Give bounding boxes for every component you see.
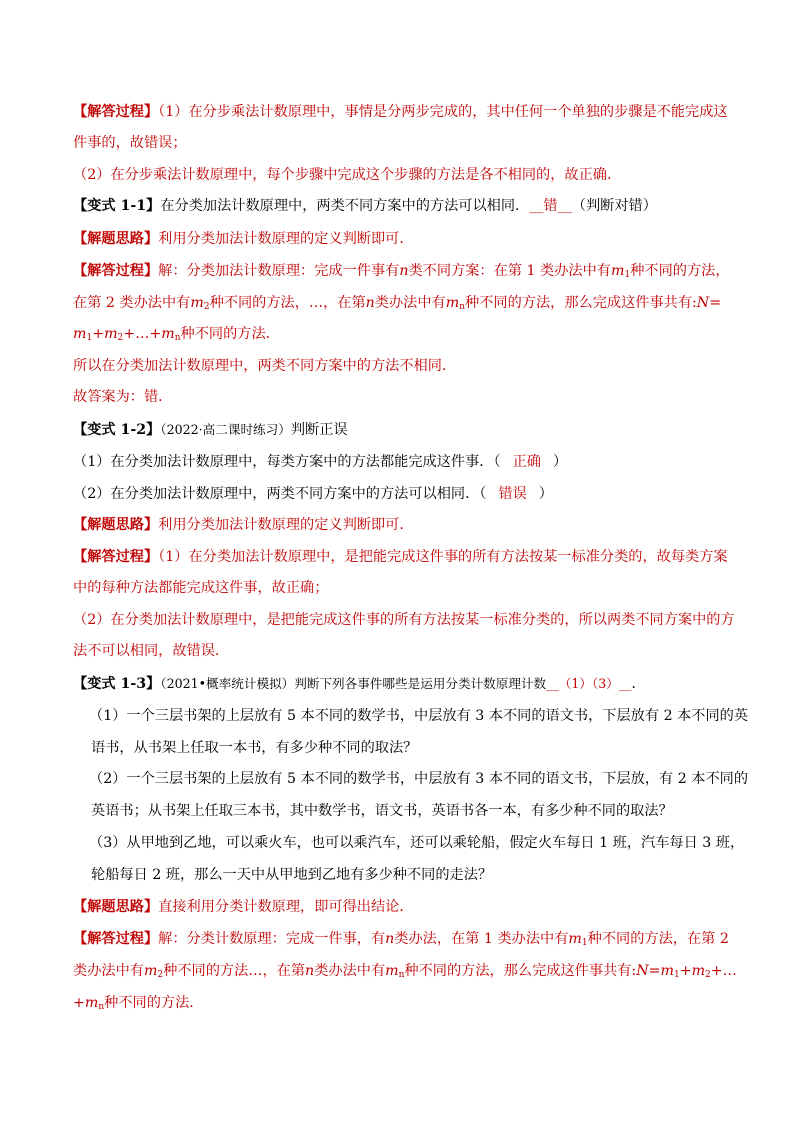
question-item: （2）一个三层书架的上层放有 5 本不同的数学书，中层放有 3 本不同的语文书，下层放，有 2 本不同的	[89, 771, 749, 787]
solution-text: 类办法中有	[314, 963, 386, 979]
math-var: +…+m	[123, 326, 175, 342]
hint-text: 利用分类加法计数原理的定义判断即可．	[158, 231, 414, 247]
solution-line: 件事的，故错误；	[73, 135, 187, 151]
source-text: （2021•概率统计模拟）	[160, 676, 295, 691]
solution-line	[73, 323, 733, 345]
answer-text: 正确	[512, 454, 541, 470]
question-text: ．	[631, 676, 646, 692]
question-text: 在分类加法计数原理中，两类不同方案中的方法可以相同．	[160, 198, 530, 214]
math-subscript: 2	[203, 302, 210, 312]
solution-text: 种不同的方法．	[104, 995, 204, 1011]
answer-text: 错误	[498, 486, 527, 502]
question-text: （2）在分类加法计数原理中，两类不同方案中的方法可以相同．（	[73, 486, 487, 502]
solution-text: 种不同的方法，…，在第	[209, 295, 366, 311]
question-item	[73, 483, 733, 505]
hint-line	[73, 896, 733, 918]
hint-tag: 【解题思路】	[73, 517, 159, 533]
solution-text: （1）在分步乘法计数原理中，事情是分两步完成的，其中任何一个单独的步骤是不能完成这	[158, 104, 728, 120]
solution-text: 种不同的方法，在第 2	[587, 931, 729, 947]
solution-line	[73, 292, 733, 314]
solution-text: 类不同方案：在第 1 类办法中有	[408, 263, 611, 279]
math-var: m	[73, 326, 87, 342]
solution-line	[73, 928, 733, 950]
math-subscript: 2	[117, 333, 124, 343]
math-subscript: n	[98, 1002, 105, 1012]
answer-blank: __（1）（3）__	[546, 676, 632, 691]
question-text: 判断下列各事件哪些是运用分类计数原理计数	[294, 676, 547, 691]
solution-text: 解：分类加法计数原理：完成一件事有	[158, 263, 400, 279]
solution-text: 类办法，在第 1 类办法中有	[394, 931, 569, 947]
solution-line: （2）在分步乘法计数原理中，每个步骤中完成这个步骤的方法是各不相同的，故正确.	[73, 167, 612, 183]
solution-text: 种不同的方法…，在第	[163, 963, 306, 979]
solution-line	[73, 260, 733, 282]
solution-tag: 【解答过程】	[73, 549, 159, 565]
solution-text: 种不同的方法．	[180, 326, 280, 342]
solution-text: 种不同的方法，那么完成这件事共有:	[465, 295, 697, 311]
solution-tag: 【解答过程】	[73, 104, 159, 120]
question-text: ）	[538, 486, 553, 502]
solution-tag: 【解答过程】	[73, 931, 159, 947]
variant-1-3-question	[73, 673, 733, 695]
math-var: m	[190, 295, 204, 311]
math-subscript: n	[174, 333, 181, 343]
math-subscript: n	[459, 302, 465, 312]
solution-line: 所以在分类加法计数原理中，两类不同方案中的方法不相同．	[73, 358, 457, 374]
solution-line	[73, 546, 733, 568]
hint-line	[73, 514, 733, 536]
math-subscript: 1	[86, 333, 93, 343]
math-var: N=	[696, 295, 722, 311]
math-var: m	[568, 931, 582, 947]
solution-line	[73, 101, 733, 123]
variant-1-1-question	[73, 195, 733, 217]
solution-line: 中的每种方法都能完成这件事，故正确；	[73, 580, 329, 596]
question-item: 英语书；从书架上任取三本书，其中数学书，语文书，英语书各一本，有多少种不同的取法？	[91, 803, 673, 819]
question-item: （1）一个三层书架的上层放有 5 本不同的数学书，中层放有 3 本不同的语文书，下层放有 2 本不同的英	[89, 708, 749, 724]
math-var: m	[610, 263, 625, 279]
math-subscript: 1	[581, 938, 588, 948]
math-var: n	[385, 931, 395, 947]
math-var: n	[399, 263, 409, 279]
solution-text: 种不同的方法，	[630, 263, 730, 279]
math-var: m	[385, 963, 399, 979]
math-var: N=m	[636, 963, 674, 979]
math-var: m	[445, 295, 460, 311]
math-subscript: 2	[705, 970, 711, 980]
hint-tag: 【解题思路】	[73, 899, 159, 915]
math-subscript: 1	[624, 270, 631, 280]
math-var: n	[305, 963, 315, 979]
question-suffix: （判断对错）	[571, 198, 657, 214]
source-text: （2022·高二课时练习）	[160, 422, 291, 437]
math-var: n	[365, 295, 375, 311]
solution-text: （1）在分类加法计数原理中，是把能完成这件事的所有方法按某一标准分类的，故每类方案	[158, 549, 728, 565]
hint-tag: 【解题思路】	[73, 231, 159, 247]
question-text: （1）在分类加法计数原理中，每类方案中的方法都能完成这件事．（	[73, 454, 501, 470]
math-subscript: n	[398, 970, 405, 980]
solution-line: （2）在分类加法计数原理中，是把能完成这件事的所有方法按某一标准分类的，所以两类不同方案中的方	[73, 612, 735, 628]
solution-line: 故答案为：错．	[73, 389, 173, 405]
solution-text: 种不同的方法，那么完成这件事共有:	[404, 963, 637, 979]
variant-tag: 【变式 1-1】	[73, 198, 161, 214]
variant-tag: 【变式 1-3】	[73, 676, 161, 692]
math-var: +…	[710, 963, 737, 979]
hint-text: 直接利用分类计数原理，即可得出结论．	[158, 899, 414, 915]
solution-line	[73, 992, 733, 1014]
solution-text: 类办法中有	[374, 295, 446, 311]
question-text: ）	[552, 454, 568, 470]
question-item	[73, 451, 733, 473]
variant-tag: 【变式 1-2】	[73, 422, 161, 438]
math-var: +m	[73, 995, 99, 1011]
variant-1-2-question	[73, 419, 733, 441]
question-text: 判断正误	[290, 422, 348, 438]
math-var: m	[143, 963, 158, 979]
math-subscript: 2	[157, 970, 164, 980]
solution-line: 法不可以相同，故错误.	[73, 643, 220, 659]
solution-text: 解：分类计数原理：完成一件事，有	[158, 931, 386, 947]
solution-line	[73, 960, 737, 982]
math-subscript: 1	[673, 970, 680, 980]
answer-blank: __错__	[529, 198, 572, 214]
solution-text: 在第 2 类办法中有	[73, 295, 191, 311]
solution-tag: 【解答过程】	[73, 263, 159, 279]
question-item: 轮船每日 2 班，那么一天中从甲地到乙地有多少种不同的走法？	[91, 867, 493, 883]
hint-text: 利用分类加法计数原理的定义判断即可．	[158, 517, 414, 533]
solution-text: 类办法中有	[73, 963, 144, 979]
hint-line	[73, 228, 733, 250]
question-item: （3）从甲地到乙地，可以乘火车，也可以乘汽车，还可以乘轮船，假定火车每日 1 班，汽车每日 3 班，	[89, 835, 745, 851]
math-var: +m	[92, 326, 118, 342]
math-var: +m	[679, 963, 706, 979]
question-item: 语书，从书架上任取一本书，有多少种不同的取法？	[91, 740, 418, 756]
